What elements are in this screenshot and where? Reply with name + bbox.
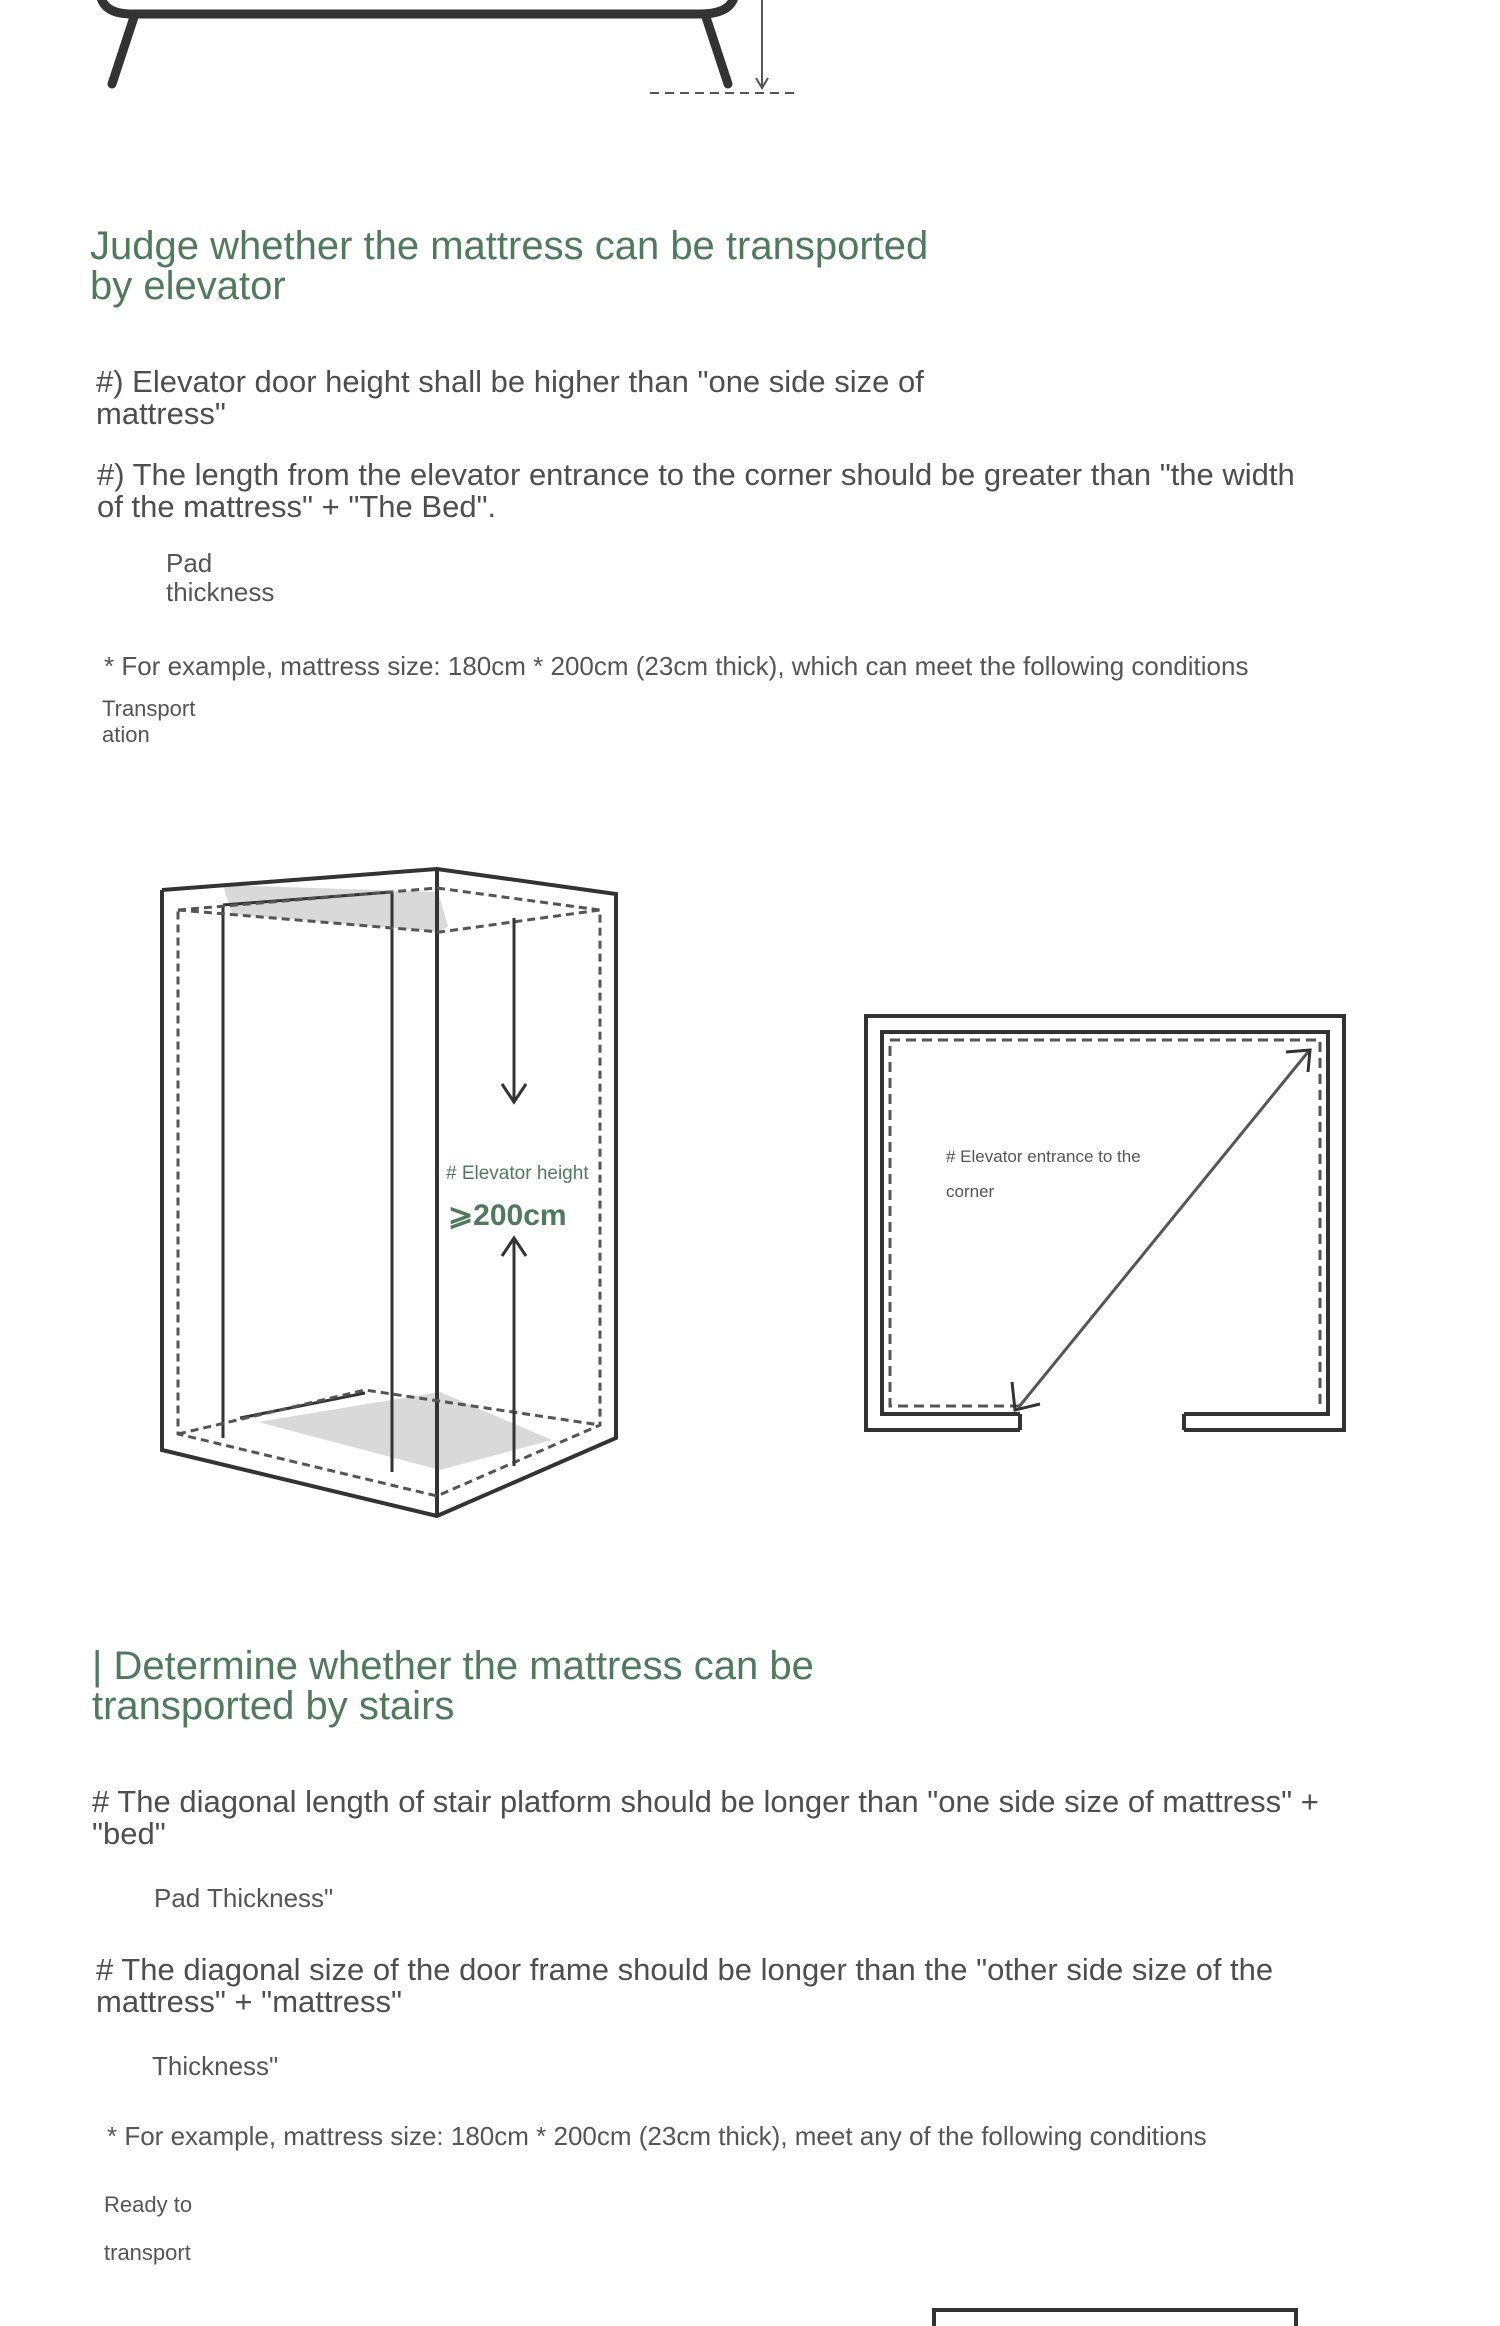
ready-line1: Ready to: [104, 2192, 193, 2217]
stairs-rule2-line1: # The diagonal size of the door frame should be longer than the "other side size of the: [96, 1952, 1274, 1987]
corner-label-line2: corner: [946, 1182, 995, 1201]
transportation-note: [102, 696, 195, 748]
elevator-rule2-line1: #) The length from the elevator entrance to the corner should be greater than "the width: [97, 457, 1295, 492]
elevator-title-line1: Judge whether the mattress can be transported: [90, 224, 929, 268]
stairs-title-line1: | Determine whether the mattress can be: [92, 1644, 814, 1688]
stairs-rule2-line2: mattress" + "mattress": [96, 1984, 403, 2019]
elevator-example: * For example, mattress size: 180cm * 200cm (23cm thick), which can meet the following conditions: [104, 651, 1249, 681]
elevator-section-title: [90, 226, 928, 306]
stairs-example: * For example, mattress size: 180cm * 200cm (23cm thick), meet any of the following conditions: [107, 2121, 1207, 2151]
transport-line2: ation: [102, 722, 150, 747]
elevator-height-diagram: [140, 850, 660, 1510]
elevator-rule-door-height: [96, 366, 924, 430]
elevator-height-value: ⩾200cm: [448, 1199, 567, 1232]
stairs-rule-door-frame: [96, 1954, 1273, 2018]
elevator-height-label: # Elevator height: [446, 1163, 589, 1184]
elevator-rule1-line1: #) Elevator door height shall be higher than "one side size of: [96, 364, 924, 399]
elevator-rule-corner-length: [97, 459, 1295, 523]
ready-to-transport-note: [104, 2181, 192, 2277]
stairs-diagram-partial: [930, 2306, 1310, 2326]
corner-label-line1: # Elevator entrance to the: [946, 1147, 1141, 1166]
stairs-rule2-line3: Thickness": [152, 2051, 279, 2081]
stairs-title-line2: transported by stairs: [92, 1684, 455, 1728]
pad-line2: thickness: [166, 577, 275, 607]
stairs-rule1-line1: # The diagonal length of stair platform should be longer than "one side size of mattress" +: [92, 1784, 1319, 1819]
ready-line2: transport: [104, 2240, 191, 2265]
pad-line1: Pad: [166, 548, 213, 578]
stairs-rule-platform-diagonal: [92, 1786, 1319, 1850]
elevator-rule1-line2: mattress": [96, 396, 226, 431]
elevator-title-line2: by elevator: [90, 264, 286, 308]
stairs-rule1-line3: Pad Thickness": [154, 1883, 334, 1913]
transport-line1: Transport: [102, 696, 196, 721]
stairs-section-title: [92, 1646, 814, 1726]
pad-thickness-note: [166, 549, 274, 607]
stairs-rule1-line2: "bed": [92, 1816, 166, 1851]
bed-illustration: [0, 0, 1500, 100]
elevator-rule2-line2: of the mattress" + "The Bed".: [97, 489, 497, 524]
elevator-corner-diagram: [860, 1010, 1360, 1440]
